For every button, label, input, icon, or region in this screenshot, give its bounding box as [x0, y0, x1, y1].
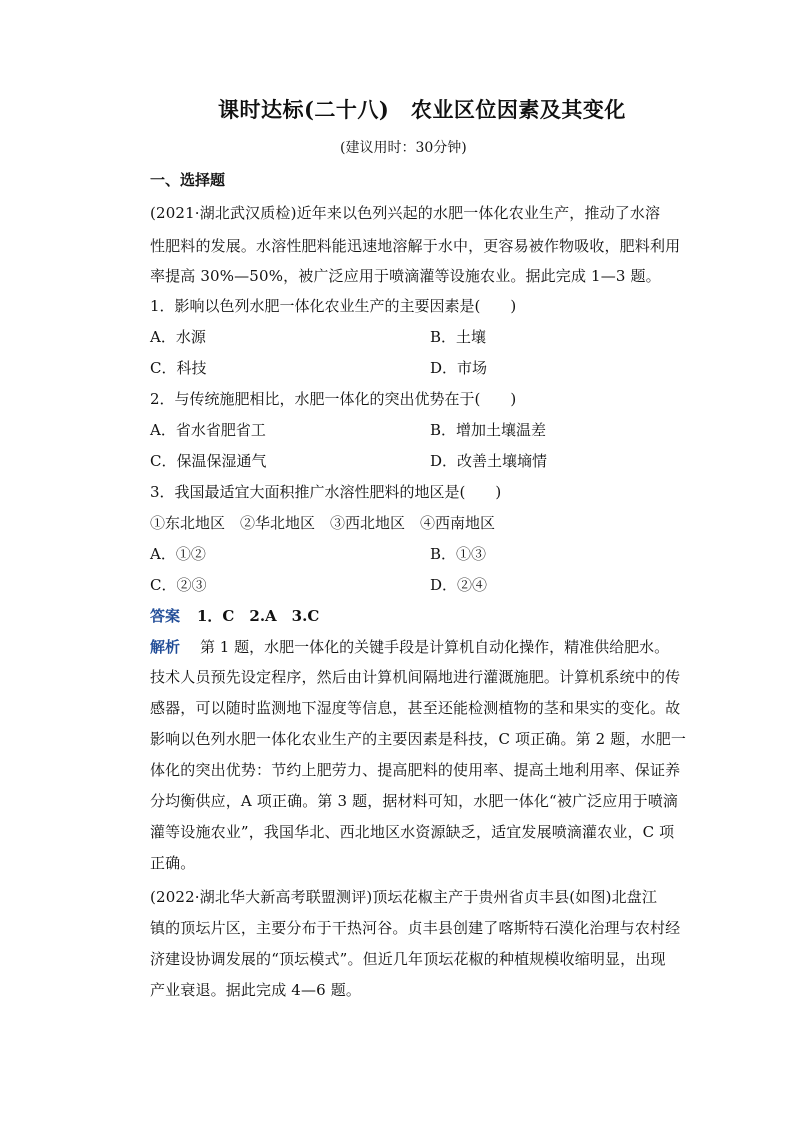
question-1-option-c: C．科技 [150, 359, 207, 377]
passage2-line-1: (2022·湖北华大新高考联盟测评)顶坛花椒主产于贵州省贞丰县(如图)北盘江 [150, 888, 658, 906]
question-2-option-a: A．省水省肥省工 [150, 421, 266, 439]
question-1-option-a: A．水源 [150, 328, 206, 346]
passage1-line-2: 性肥料的发展。水溶性肥料能迅速地溶解于水中，更容易被作物吸收，肥料利用 [150, 237, 681, 255]
analysis-line-3: 感器，可以随时监测地下湿度等信息，甚至还能检测植物的茎和果实的变化。故 [150, 699, 681, 717]
analysis-line-5: 体化的突出优势：节约上肥劳力、提高肥料的使用率、提高土地利用率、保证养 [150, 761, 681, 779]
analysis-line-4: 影响以色列水肥一体化农业生产的主要因素是科技，C 项正确。第 2 题，水肥一 [150, 730, 687, 748]
question-2-option-d: D．改善土壤墒情 [430, 452, 548, 470]
question-2-option-c: C．保温保湿通气 [150, 452, 267, 470]
analysis-line-8: 正确。 [150, 854, 196, 872]
question-2-stem: 2．与传统施肥相比，水肥一体化的突出优势在于( ) [150, 390, 517, 408]
question-1-option-d: D．市场 [430, 359, 488, 377]
analysis-line-6: 分均衡供应，A 项正确。第 3 题，据材料可知，水肥一体化“被广泛应用于喷滴 [150, 792, 679, 810]
passage2-line-2: 镇的顶坛片区，主要分布于干热河谷。贞丰县创建了喀斯特石漠化治理与农村经 [150, 919, 681, 937]
question-3-option-c: C．②③ [150, 576, 207, 594]
question-1-stem: 1．影响以色列水肥一体化农业生产的主要因素是( ) [150, 297, 517, 315]
page-title: 课时达标(二十八) 农业区位因素及其变化 [218, 97, 626, 122]
passage1-line-3: 率提高 30%—50%，被广泛应用于喷滴灌等设施农业。据此完成 1—3 题。 [150, 267, 661, 285]
answer-text: 1．C 2.A 3.C [197, 607, 320, 625]
question-3-subitems: ①东北地区 ②华北地区 ③西北地区 ④西南地区 [150, 514, 496, 532]
question-3-option-a: A．①② [150, 545, 206, 563]
answer-label: 答案 [150, 607, 181, 625]
passage1-line-1: (2021·湖北武汉质检)近年来以色列兴起的水肥一体化农业生产，推动了水溶 [150, 204, 661, 222]
question-3-stem: 3．我国最适宜大面积推广水溶性肥料的地区是( ) [150, 483, 502, 501]
question-2-option-b: B．增加土壤温差 [430, 421, 547, 439]
question-3-option-d: D．②④ [430, 576, 488, 594]
passage2-line-4: 产业衰退。据此完成 4—6 题。 [150, 981, 362, 999]
analysis-line-1: 第 1 题，水肥一体化的关键手段是计算机自动化操作，精准供给肥水。 [200, 638, 670, 656]
passage2-line-3: 济建设协调发展的“顶坛模式”。但近几年顶坛花椒的种植规模收缩明显，出现 [150, 950, 666, 968]
analysis-label: 解析 [150, 638, 181, 656]
page-subtitle: (建议用时：30分钟) [340, 140, 467, 156]
analysis-line-7: 灌等设施农业”，我国华北、西北地区水资源缺乏，适宜发展喷滴灌农业，C 项 [150, 823, 675, 841]
section-heading: 一、选择题 [150, 171, 226, 189]
analysis-line-2: 技术人员预先设定程序，然后由计算机间隔地进行灌溉施肥。计算机系统中的传 [150, 668, 681, 686]
question-3-option-b: B．①③ [430, 545, 487, 563]
question-1-option-b: B．土壤 [430, 328, 487, 346]
